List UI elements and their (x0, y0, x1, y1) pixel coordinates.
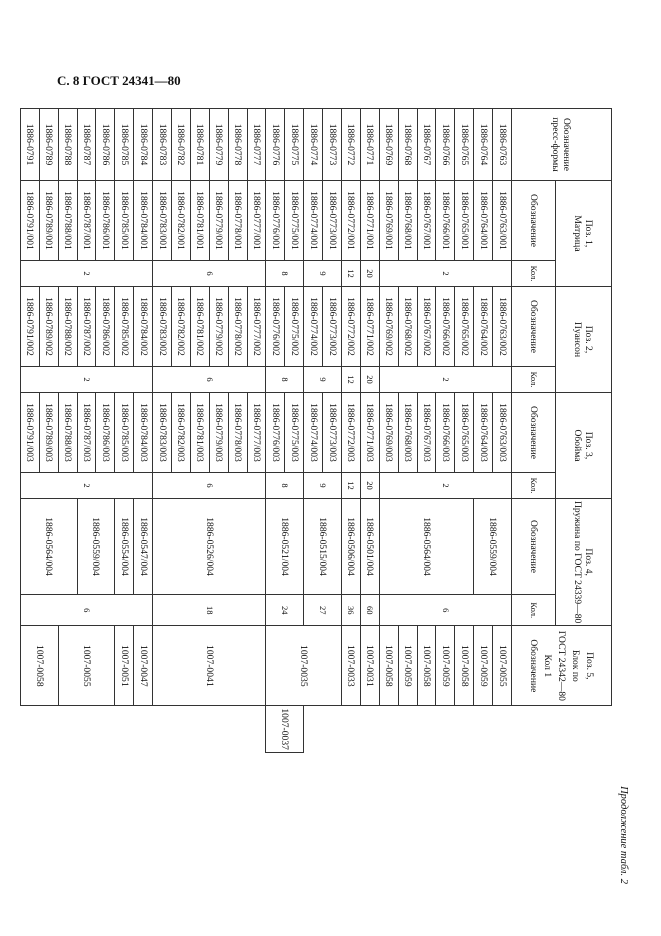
p1-designation-cell: 1886-0763/001 (493, 181, 512, 261)
p3-designation-cell: 1886-0783/003 (153, 393, 172, 473)
table-row (115, 109, 134, 753)
p2-designation-cell: 1886-0767/002 (417, 287, 436, 367)
spring-designation-cell: 1886-0515/004 (304, 499, 342, 595)
p1-designation-cell: 1886-0768/001 (398, 181, 417, 261)
p1-designation-cell: 1886-0773/001 (323, 181, 342, 261)
subheader-designation: Обозначение (512, 393, 556, 473)
header-pos4-line1: Поз. 4, (583, 548, 595, 576)
p3-designation-cell: 1886-0779/003 (209, 393, 228, 473)
p1-designation-cell: 1886-0771/001 (360, 181, 379, 261)
block-designation-cell: 1007-0059 (474, 626, 493, 706)
p2-designation-cell: 1886-0766/002 (436, 287, 455, 367)
table-row (455, 109, 474, 753)
table-row (436, 109, 455, 753)
spring-qty-cell: 6 (379, 595, 511, 626)
form-designation-cell: 1886-0772 (341, 109, 360, 181)
header-pos5-line1: Поз. 5, (584, 652, 596, 680)
header-pos4-line2: Пружина по ГОСТ 24339—80 (572, 501, 584, 624)
pos2-qty-cell: 9 (304, 367, 342, 393)
table-row (341, 109, 360, 753)
p2-designation-cell: 1886-0785/002 (115, 287, 134, 367)
block-designation-cell: 1007-0055 (58, 626, 115, 706)
p3-designation-cell: 1886-0786/003 (96, 393, 115, 473)
p3-designation-cell: 1886-0788/003 (58, 393, 77, 473)
p2-designation-cell: 1886-0783/002 (153, 287, 172, 367)
p3-designation-cell: 1886-0776/003 (266, 393, 285, 473)
form-designation-cell: 1886-0763 (493, 109, 512, 181)
p2-designation-cell: 1886-0765/002 (455, 287, 474, 367)
subheader-designation: Обозначение (512, 181, 556, 261)
spring-designation-cell: 1886-0526/004 (153, 499, 266, 595)
p1-designation-cell: 1886-0767/001 (417, 181, 436, 261)
p2-designation-cell: 1886-0779/002 (209, 287, 228, 367)
p2-designation-cell: 1886-0777/002 (247, 287, 266, 367)
continuation-label: Продолжение табл. 2 (618, 786, 629, 884)
pos2-qty-cell: 2 (379, 367, 511, 393)
table-body (20, 109, 511, 753)
header-pos5-designation: Обозначение (528, 639, 540, 693)
spring-designation-cell: 1886-0521/004 (266, 499, 304, 595)
pos3-qty-cell: 8 (266, 473, 304, 499)
header-pos2-line1: Поз. 2, (583, 325, 595, 354)
form-designation-cell: 1886-0778 (228, 109, 247, 181)
form-designation-cell: 1886-0776 (266, 109, 285, 181)
spring-qty-cell: 24 (266, 595, 304, 626)
p3-designation-cell: 1886-0791/003 (20, 393, 39, 473)
p1-designation-cell: 1886-0784/001 (134, 181, 153, 261)
pos2-qty-cell: 6 (153, 367, 266, 393)
block-designation-cell: 1007-0055 (493, 626, 512, 706)
spring-qty-cell: 18 (153, 595, 266, 626)
p2-designation-cell: 1886-0786/002 (96, 287, 115, 367)
p2-designation-cell: 1886-0789/002 (39, 287, 58, 367)
form-designation-cell: 1886-0789 (39, 109, 58, 181)
p3-designation-cell: 1886-0766/003 (436, 393, 455, 473)
p1-designation-cell: 1886-0782/001 (171, 181, 190, 261)
form-designation-cell: 1886-0781 (190, 109, 209, 181)
p3-designation-cell: 1886-0781/003 (190, 393, 209, 473)
pos2-qty-cell: 20 (360, 367, 379, 393)
form-designation-cell: 1886-0767 (417, 109, 436, 181)
p2-designation-cell: 1886-0768/002 (398, 287, 417, 367)
pos2-qty-cell: 8 (266, 367, 304, 393)
p1-designation-cell: 1886-0772/001 (341, 181, 360, 261)
subheader-designation: Обозначение (512, 287, 556, 367)
table-row (474, 109, 493, 753)
form-designation-cell: 1886-0773 (323, 109, 342, 181)
block-designation-cell: 1007-0058 (455, 626, 474, 706)
spring-qty-cell: 60 (360, 595, 379, 626)
pos1-qty-cell: 2 (20, 261, 152, 287)
pos1-qty-cell: 9 (304, 261, 342, 287)
p1-designation-cell: 1886-0764/001 (474, 181, 493, 261)
spring-designation-cell: 1886-0554/004 (115, 499, 134, 595)
header-pos5-line2: Блок по (570, 649, 582, 682)
table-row (96, 109, 115, 753)
table-row (379, 109, 398, 753)
form-designation-cell: 1886-0769 (379, 109, 398, 181)
pos3-qty-cell: 20 (360, 473, 379, 499)
form-designation-cell: 1886-0783 (153, 109, 172, 181)
p1-designation-cell: 1886-0789/001 (39, 181, 58, 261)
table-row (417, 109, 436, 753)
p2-designation-cell: 1886-0778/002 (228, 287, 247, 367)
pos3-qty-cell: 2 (379, 473, 511, 499)
p3-designation-cell: 1886-0772/003 (341, 393, 360, 473)
p1-designation-cell: 1886-0785/001 (115, 181, 134, 261)
p2-designation-cell: 1886-0788/002 (58, 287, 77, 367)
block-designation-cell: 1007-0058 (379, 626, 398, 706)
p3-designation-cell: 1886-0765/003 (455, 393, 474, 473)
spring-qty-cell: 6 (20, 595, 152, 626)
form-designation-cell: 1886-0787 (77, 109, 96, 181)
form-designation-cell: 1886-0777 (247, 109, 266, 181)
block-designation-cell: 1007-0051 (115, 626, 134, 706)
p1-designation-cell: 1886-0765/001 (455, 181, 474, 261)
form-designation-cell: 1886-0774 (304, 109, 323, 181)
table-row (398, 109, 417, 753)
p2-designation-cell: 1886-0774/002 (304, 287, 323, 367)
header-form-line1: Обозначение (561, 117, 573, 171)
header-form-line2: пресс-формы (550, 117, 562, 172)
pos1-qty-cell: 20 (360, 261, 379, 287)
pos1-qty-cell: 6 (153, 261, 266, 287)
subheader-designation: Обозначение (512, 499, 556, 595)
p2-designation-cell: 1886-0787/002 (77, 287, 96, 367)
block-designation-cell: 1007-0037 (266, 706, 304, 753)
p1-designation-cell: 1886-0786/001 (96, 181, 115, 261)
subheader-qty: Кол. (512, 595, 556, 626)
pos3-qty-cell: 12 (341, 473, 360, 499)
form-designation-cell: 1886-0771 (360, 109, 379, 181)
p1-designation-cell: 1886-0781/001 (190, 181, 209, 261)
p1-designation-cell: 1886-0783/001 (153, 181, 172, 261)
p3-designation-cell: 1886-0773/003 (323, 393, 342, 473)
header-pos3-line1: Поз. 3, (583, 431, 595, 460)
pos3-qty-cell: 6 (153, 473, 266, 499)
p1-designation-cell: 1886-0777/001 (247, 181, 266, 261)
p1-designation-cell: 1886-0766/001 (436, 181, 455, 261)
p2-designation-cell: 1886-0782/002 (171, 287, 190, 367)
p1-designation-cell: 1886-0791/001 (20, 181, 39, 261)
table-row (360, 109, 379, 753)
p3-designation-cell: 1886-0768/003 (398, 393, 417, 473)
p2-designation-cell: 1886-0773/002 (323, 287, 342, 367)
p3-designation-cell: 1886-0785/003 (115, 393, 134, 473)
header-pos5-line3: ГОСТ 24342—80 (556, 630, 568, 701)
parts-table (20, 108, 612, 753)
p1-designation-cell: 1886-0776/001 (266, 181, 285, 261)
pos2-qty-cell: 2 (20, 367, 152, 393)
p3-designation-cell: 1886-0787/003 (77, 393, 96, 473)
spring-designation-cell: 1886-0564/004 (379, 499, 473, 595)
page-header: С. 8 ГОСТ 24341—80 (57, 73, 181, 88)
spring-designation-cell: 1886-0559/004 (77, 499, 115, 595)
form-designation-cell: 1886-0782 (171, 109, 190, 181)
header-pos4 (556, 499, 612, 626)
pos1-qty-cell: 12 (341, 261, 360, 287)
pos1-qty-cell: 2 (379, 261, 511, 287)
spring-designation-cell: 1886-0547/004 (134, 499, 153, 595)
table-row (39, 109, 58, 753)
pos2-qty-cell: 12 (341, 367, 360, 393)
spring-qty-cell: 36 (341, 595, 360, 626)
p2-designation-cell: 1886-0771/002 (360, 287, 379, 367)
header-pos3-line2: Обойма (572, 429, 584, 462)
p2-designation-cell: 1886-0781/002 (190, 287, 209, 367)
p1-designation-cell: 1886-0774/001 (304, 181, 323, 261)
header-pos3 (556, 393, 612, 499)
table-row (493, 109, 512, 753)
p1-designation-cell: 1886-0787/001 (77, 181, 96, 261)
p2-designation-cell: 1886-0776/002 (266, 287, 285, 367)
form-designation-cell: 1886-0768 (398, 109, 417, 181)
form-designation-cell: 1886-0791 (20, 109, 39, 181)
block-designation-cell: 1007-0041 (153, 626, 266, 706)
p3-designation-cell: 1886-0777/003 (247, 393, 266, 473)
rotated-table-area (24, 108, 632, 888)
block-designation-cell: 1007-0033 (341, 626, 360, 706)
table-row (247, 109, 266, 753)
form-designation-cell: 1886-0786 (96, 109, 115, 181)
pos1-qty-cell: 8 (266, 261, 304, 287)
header-pos2-line2: Пуансон (572, 321, 584, 358)
header-pos1 (556, 181, 612, 287)
table-row (323, 109, 342, 753)
p3-designation-cell: 1886-0763/003 (493, 393, 512, 473)
header-pos1-line1: Поз. 1, (583, 219, 595, 248)
form-designation-cell: 1886-0765 (455, 109, 474, 181)
p1-designation-cell: 1886-0779/001 (209, 181, 228, 261)
p2-designation-cell: 1886-0784/002 (134, 287, 153, 367)
table-row (134, 109, 153, 753)
header-form-designation (512, 109, 612, 181)
header-pos1-line2: Матрица (572, 215, 584, 252)
p3-designation-cell: 1886-0775/003 (285, 393, 304, 473)
p3-designation-cell: 1886-0782/003 (171, 393, 190, 473)
p3-designation-cell: 1886-0784/003 (134, 393, 153, 473)
form-designation-cell: 1886-0784 (134, 109, 153, 181)
p1-designation-cell: 1886-0775/001 (285, 181, 304, 261)
spring-designation-cell: 1886-0506/004 (341, 499, 360, 595)
p1-designation-cell: 1886-0778/001 (228, 181, 247, 261)
form-designation-cell: 1886-0779 (209, 109, 228, 181)
block-designation-cell: 1007-0058 (417, 626, 436, 706)
p2-designation-cell: 1886-0769/002 (379, 287, 398, 367)
header-pos5-line4: Кол 1 (542, 654, 554, 678)
p2-designation-cell: 1886-0772/002 (341, 287, 360, 367)
form-designation-cell: 1886-0785 (115, 109, 134, 181)
pos3-qty-cell: 9 (304, 473, 342, 499)
block-designation-cell: 1007-0031 (360, 626, 379, 706)
p1-designation-cell: 1886-0769/001 (379, 181, 398, 261)
p3-designation-cell: 1886-0778/003 (228, 393, 247, 473)
p1-designation-cell: 1886-0788/001 (58, 181, 77, 261)
form-designation-cell: 1886-0764 (474, 109, 493, 181)
p2-designation-cell: 1886-0791/002 (20, 287, 39, 367)
p2-designation-cell: 1886-0763/002 (493, 287, 512, 367)
header-pos5 (512, 626, 612, 706)
subheader-qty: Кол. (512, 261, 556, 287)
block-designation-cell: 1007-0059 (398, 626, 417, 706)
p3-designation-cell: 1886-0771/003 (360, 393, 379, 473)
spring-qty-cell: 27 (304, 595, 342, 626)
subheader-qty: Кол. (512, 367, 556, 393)
block-designation-cell: 1007-0047 (134, 626, 153, 706)
form-designation-cell: 1886-0775 (285, 109, 304, 181)
subheader-qty: Кол. (512, 473, 556, 499)
spring-designation-cell: 1886-0501/004 (360, 499, 379, 595)
spring-designation-cell: 1886-0564/004 (20, 499, 77, 595)
block-designation-cell: 1007-0058 (20, 626, 58, 706)
p3-designation-cell: 1886-0789/003 (39, 393, 58, 473)
spring-designation-cell: 1886-0559/004 (474, 499, 512, 595)
pos3-qty-cell: 2 (20, 473, 152, 499)
block-designation-cell: 1007-0059 (436, 626, 455, 706)
p3-designation-cell: 1886-0774/003 (304, 393, 323, 473)
form-designation-cell: 1886-0788 (58, 109, 77, 181)
block-designation-cell: 1007-0035 (266, 626, 342, 706)
p3-designation-cell: 1886-0767/003 (417, 393, 436, 473)
form-designation-cell: 1886-0766 (436, 109, 455, 181)
p3-designation-cell: 1886-0769/003 (379, 393, 398, 473)
p3-designation-cell: 1886-0764/003 (474, 393, 493, 473)
p2-designation-cell: 1886-0775/002 (285, 287, 304, 367)
p2-designation-cell: 1886-0764/002 (474, 287, 493, 367)
header-pos2 (556, 287, 612, 393)
